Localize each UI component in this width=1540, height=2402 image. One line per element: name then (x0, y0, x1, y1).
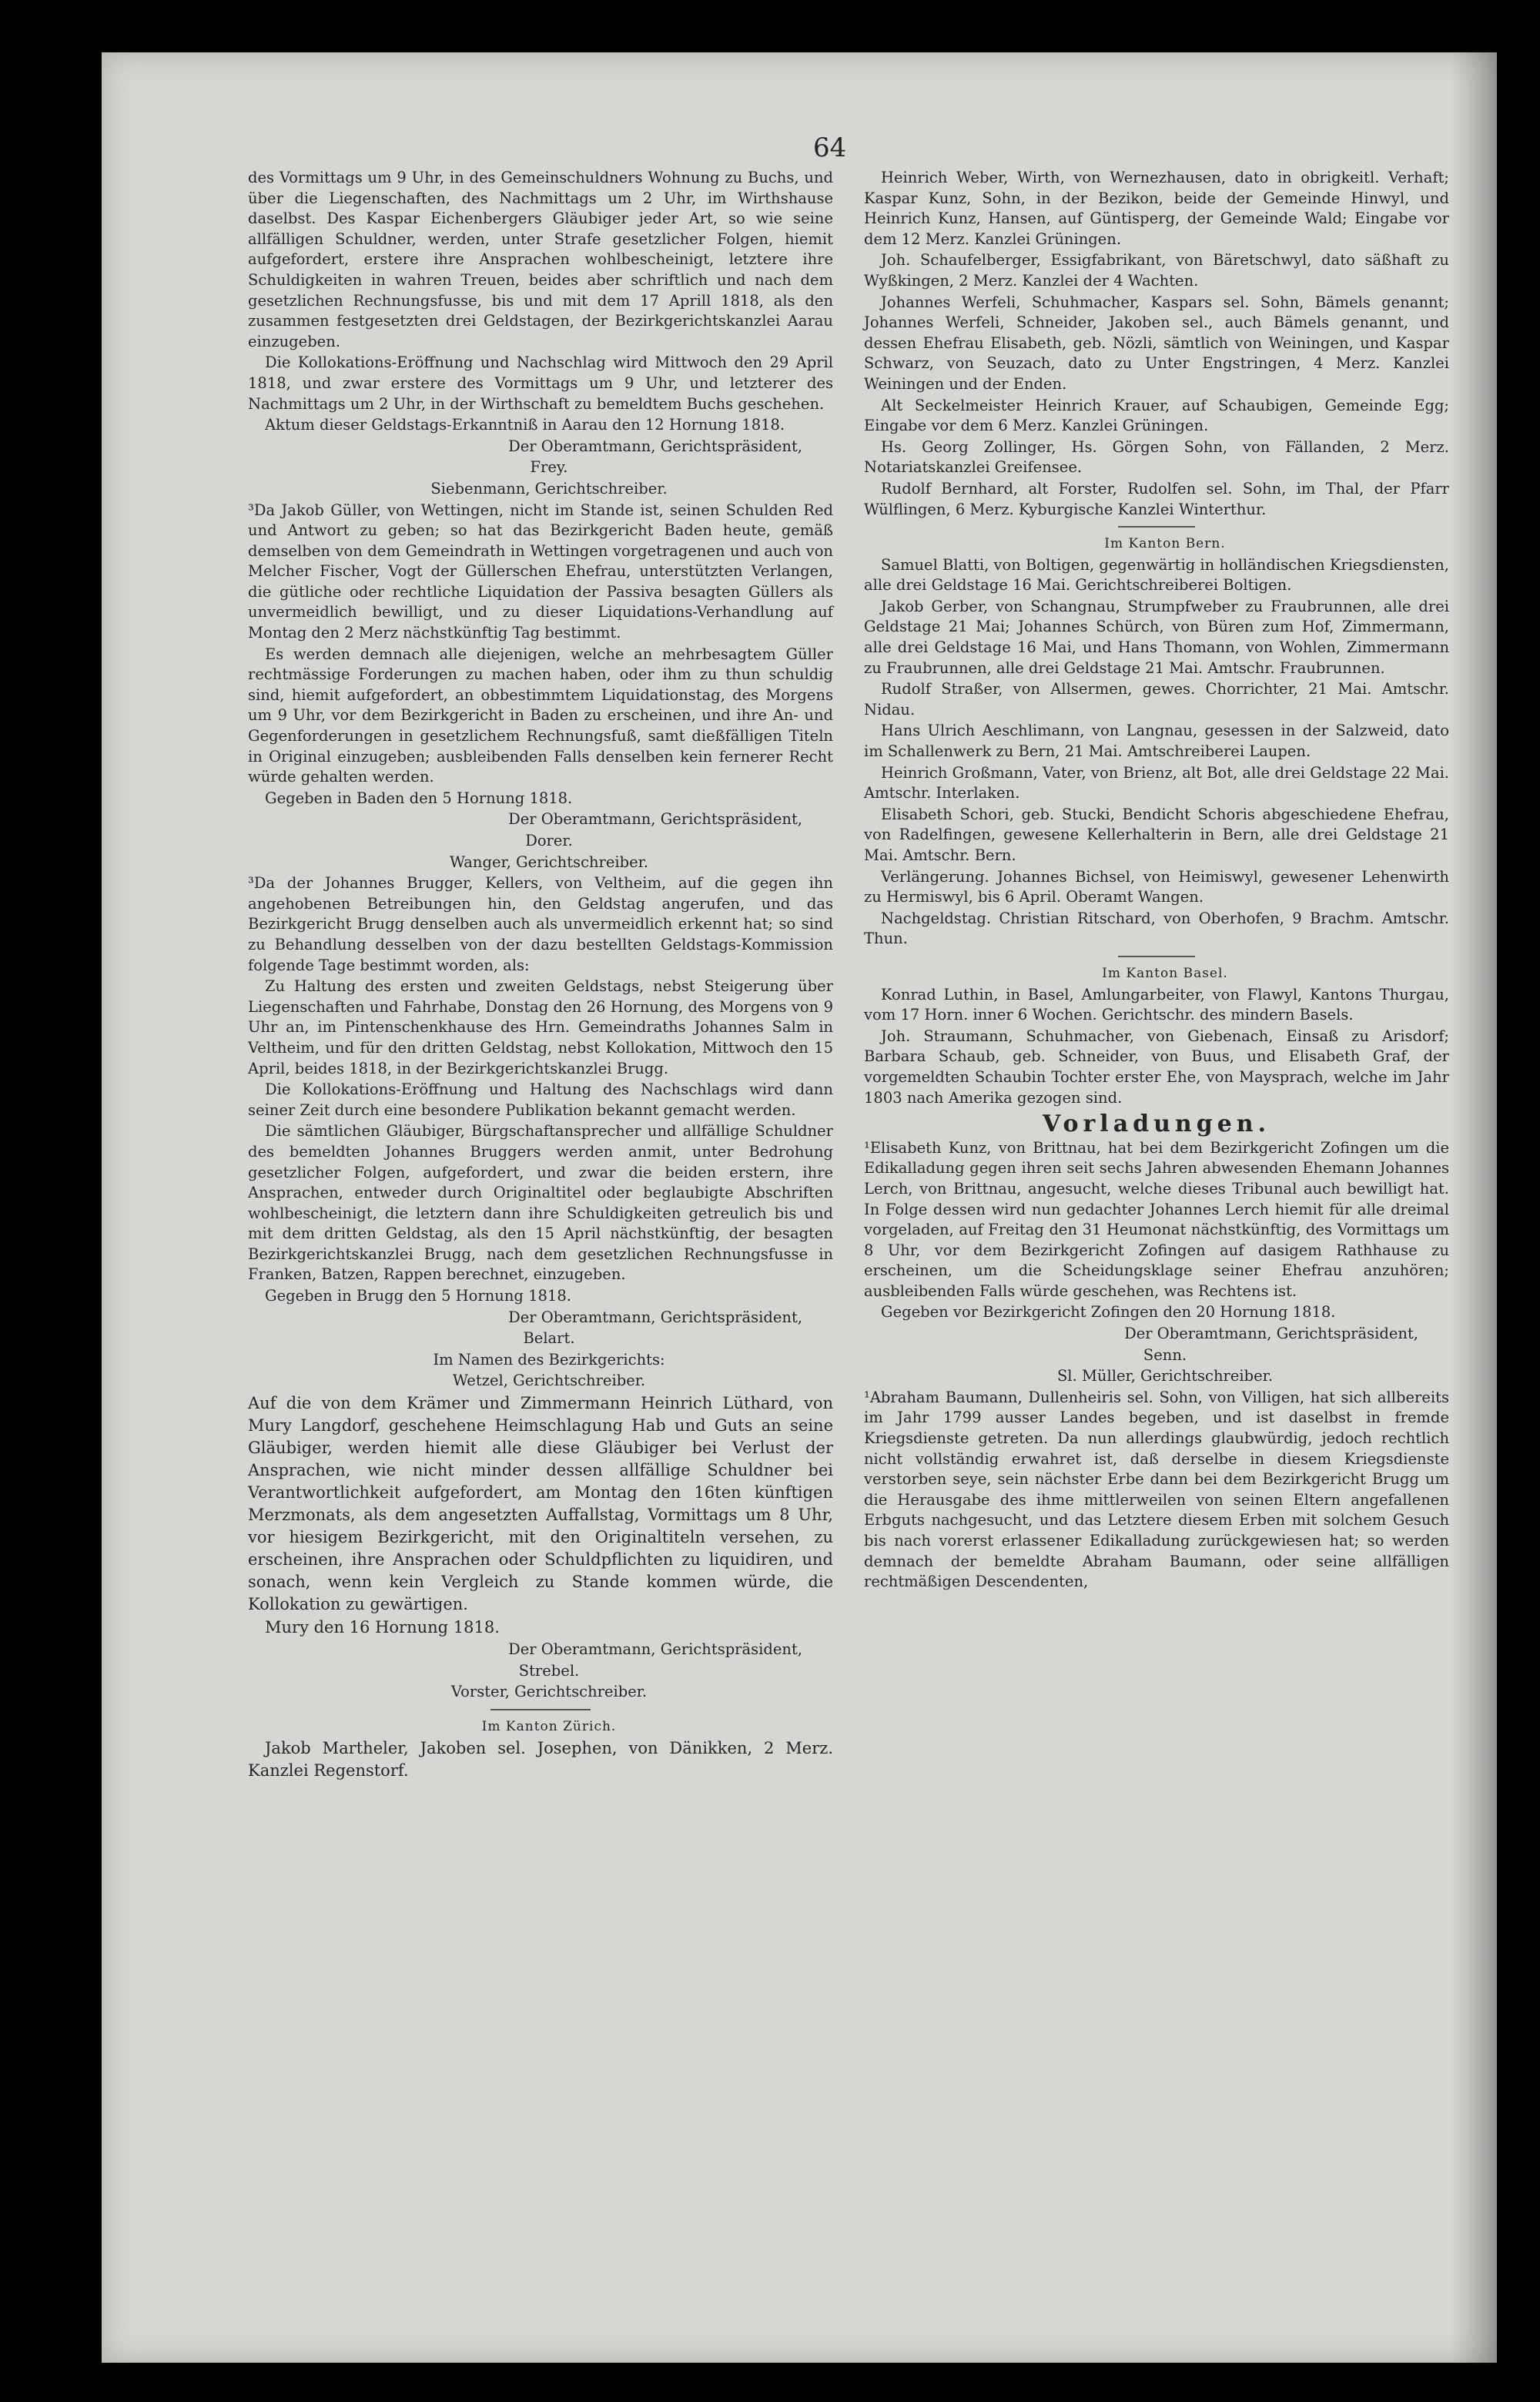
signature-title: Der Oberamtmann, Gerichtspräsident, (508, 1640, 802, 1659)
section-heading-basel: Im Kanton Basel. (1102, 965, 1228, 981)
paragraph: Gegeben in Brugg den 5 Hornung 1818. (265, 1287, 571, 1305)
paragraph: Hans Ulrich Aeschlimann, von Langnau, gesessen in der Salzweid, dato im Schallenwerk zu Bern, 21 Mai. Amtschreiberei Laupen. (864, 722, 1449, 761)
signature-name: Frey. (530, 458, 568, 477)
paragraph: Zu Haltung des ersten und zweiten Geldstags, nebst Steigerung über Liegenschaften und Fahrhabe, Donstag den 26 Hornung, des Morgens von 9 Uhr an, im Pintenschenkhause des Hrn. Gemeindraths Johannes Salm in Veltheim, und für den dritten Geldstag, nebst Kollokation, Mittwoch den 15 April, beides 1818, in der Bezirkgerichtskanzlei Brugg. (248, 977, 833, 1077)
paragraph: des Vormittags um 9 Uhr, in des Gemeinschuldners Wohnung zu Buchs, und über die Liegenschaften, des Nachmittags um 2 Uhr, im Wirthshause daselbst. Des Kaspar Eichenbergers Gläubiger jeder Art, so wie seine allfälligen Schuldner, werden, unter Strafe gesetzlicher Folgen, hiemit aufgefordert, erstere ihre Ansprachen wohlbescheinigt, letztere ihre Schuldigkeiten in wahren Treuen, beides aber schriftlich und nach dem gesetzlichen Rechnungsfusse, bis und mit dem 17 Aprill 1818, als den zusammen festgesetzten drei Geldstagen, der Bezirkgerichtskanzlei Aarau einzugeben. (248, 169, 833, 350)
signature-court: Im Namen des Bezirkgerichts: (433, 1350, 665, 1369)
paragraph: Heinrich Großmann, Vater, von Brienz, alt Bot, alle drei Geldstage 22 Mai. Amtschr. Interlaken. (864, 763, 1449, 802)
paragraph: Auf die von dem Krämer und Zimmermann Heinrich Lüthard, von Mury Langdorf, geschehene Heimschlagung Hab und Guts an seine Gläubiger, werden hiemit alle diese Gläubiger bei Verlust der Ansprachen, wie nicht minder dessen allfällige Schuldner bei Verantwortlichkeit aufgefordert, am Montag den 16ten künftigen Merzmonats, als dem angesetzten Auffallstag, Vormittags um 8 Uhr, vor hiesigem Bezirkgericht, mit den Originaltiteln versehen, zu erscheinen, ihre Ansprachen oder Schuldpflichten zu liquidiren, und sonach, wenn kein Vergleich zu Stande kommen würde, die Kollokation zu gewärtigen. (248, 1394, 833, 1614)
paragraph: Heinrich Weber, Wirth, von Wernezhausen, dato in obrigkeitl. Verhaft; Kaspar Kunz, Sohn, in der Bezikon, beide der Gemeinde Hinwyl, und Heinrich Kunz, Hansen, auf Güntisperg, der Gemeinde Wald; Eingabe vor dem 12 Merz. Kanzlei Grüningen. (864, 169, 1449, 248)
paragraph: Die Kollokations-Eröffnung und Nachschlag wird Mittwoch den 29 April 1818, und zwar erstere des Vormittags um 9 Uhr, und letzterer des Nachmittags um 2 Uhr, in der Wirthschaft zu bemeldtem Buchs geschehen. (248, 353, 833, 413)
paragraph: Johannes Werfeli, Schuhmacher, Kaspars sel. Sohn, Bämels genannt; Johannes Werfeli, Schneider, Jakoben sel., auch Bämels genannt, und dessen Ehefrau Elisabeth, geb. Nözli, sämtlich von Weiningen, und Kaspar Schwarz, von Seuzach, dato zu Unter Engstringen, 4 Merz. Kanzlei Weiningen und der Enden. (864, 293, 1449, 393)
page-number: 64 (813, 132, 847, 163)
paragraph: Aktum dieser Geldstags-Erkanntniß in Aarau den 12 Hornung 1818. (265, 416, 785, 434)
signature-name: Belart. (523, 1329, 575, 1348)
divider (1118, 526, 1195, 528)
paragraph: Konrad Luthin, in Basel, Amlungarbeiter, von Flawyl, Kantons Thurgau, vom 17 Horn. inner 6 Wochen. Gerichtschr. des mindern Basels. (864, 985, 1449, 1024)
paragraph: Joh. Schaufelberger, Essigfabrikant, von Bäretschwyl, dato säßhaft zu Wyßkingen, 2 Merz. Kanzlei der 4 Wachten. (864, 251, 1449, 290)
paragraph: Nachgeldstag. Christian Ritschard, von Oberhofen, 9 Brachm. Amtschr. Thun. (864, 909, 1449, 948)
signature-name: Senn. (1143, 1345, 1187, 1364)
signature-title: Der Oberamtmann, Gerichtspräsident, (508, 437, 802, 455)
paragraph: Rudolf Bernhard, alt Forster, Rudolfen sel. Sohn, im Thal, der Pfarr Wülflingen, 6 Merz. Kyburgische Kanzlei Winterthur. (864, 479, 1449, 518)
divider (1118, 956, 1195, 957)
section-heading-zurich: Im Kanton Zürich. (481, 1718, 617, 1734)
paragraph: Jakob Martheler, Jakoben sel. Josephen, von Dänikken, 2 Merz. Kanzlei Regenstorf. (248, 1739, 833, 1781)
section-heading-bern: Im Kanton Bern. (1104, 536, 1226, 552)
paragraph: ³Da Jakob Güller, von Wettingen, nicht im Stande ist, seinen Schulden Red und Antwort zu geben; so hat das Bezirkgericht Baden heute, gemäß demselben von dem Gemeindrath in Wettingen vorgetragenen und auch von Melcher Fischer, Vogt der Güllerschen Ehefrau, unterstützten Verlangen, die gütliche oder rechtliche Liquidation der Passiva besagten Güllers als unvermeidlich bewilligt, und zu dieser Liquidations-Verhandlung auf Montag den 2 Merz nächstkünftig Tag bestimmt. (248, 501, 833, 642)
paragraph: Joh. Straumann, Schuhmacher, von Giebenach, Einsaß zu Arisdorf; Barbara Schaub, geb. Schneider, von Buus, und Elisabeth Graf, der vorgemeldten Schaubin Tochter erster Ehe, von Maysprach, welche im Jahr 1803 nach Amerika gezogen sind. (864, 1027, 1449, 1107)
right-column (864, 168, 1449, 1593)
signature-clerk: Sl. Müller, Gerichtschreiber. (1056, 1367, 1274, 1385)
signature-title: Der Oberamtmann, Gerichtspräsident, (508, 1308, 802, 1326)
paragraph: Die sämtlichen Gläubiger, Bürgschaftansprecher und allfällige Schuldner des bemeldten Johannes Bruggers werden anmit, unter Bedrohung gesetzlicher Folgen, aufgefordert, und zwar die beiden erstern, ihre Ansprachen, entweder durch Originaltitel oder beglaubigte Abschriften wohlbescheinigt, die letztern dann ihre Schuldigkeiten getreulich bis und mit dem dritten Geldstag, als den 15 April nächstkünftig, der besagten Bezirkgerichtskanzlei Brugg, nach dem gesetzlichen Rechnungsfusse in Franken, Batzen, Rappen berechnet, einzugeben. (248, 1122, 833, 1284)
paragraph: Samuel Blatti, von Boltigen, gegenwärtig in holländischen Kriegsdiensten, alle drei Geldstage 16 Mai. Gerichtschreiberei Boltigen. (864, 555, 1449, 595)
paragraph: Gegeben vor Bezirkgericht Zofingen den 20 Hornung 1818. (881, 1303, 1336, 1322)
signature-clerk: Wetzel, Gerichtschreiber. (452, 1372, 646, 1390)
paragraph: Elisabeth Schori, geb. Stucki, Bendicht Schoris abgeschiedene Ehefrau, von Radelfingen, gewesene Kellerhalterin in Bern, alle drei Geldstage 21 Mai. Amtschr. Bern. (864, 805, 1449, 864)
paragraph: ³Da der Johannes Brugger, Kellers, von Veltheim, auf die gegen ihn angehobenen Betreibungen hin, den Geldstag angerufen, und das Bezirkgericht Brugg denselben auch als unvermeidlich erkennt hat; so sind zu Behandlung desselben von der dazu bestellten Geldstags-Kommission folgende Tage bestimmt worden, als: (248, 874, 833, 974)
paragraph: Rudolf Straßer, von Allsermen, gewes. Chorrichter, 21 Mai. Amtschr. Nidau. (864, 680, 1449, 719)
paragraph: Gegeben in Baden den 5 Hornung 1818. (265, 789, 573, 807)
paragraph: Mury den 16 Hornung 1818. (265, 1618, 500, 1637)
signature-name: Strebel. (518, 1661, 580, 1680)
signature-clerk: Siebenmann, Gerichtschreiber. (430, 479, 668, 497)
paragraph: Alt Seckelmeister Heinrich Krauer, auf Schaubigen, Gemeinde Egg; Eingabe vor dem 6 Merz. Kanzlei Grüningen. (864, 396, 1449, 435)
signature-title: Der Oberamtmann, Gerichtspräsident, (1124, 1325, 1418, 1343)
newspaper-page (102, 52, 1497, 2363)
signature-clerk: Wanger, Gerichtschreiber. (449, 853, 649, 871)
paragraph: Die Kollokations-Eröffnung und Haltung des Nachschlags wird dann seiner Zeit durch eine besondere Publikation bekannt gemacht werden. (248, 1080, 833, 1119)
paragraph: ¹Abraham Baumann, Dullenheiris sel. Sohn, von Villigen, hat sich allbereits im Jahr 1799 ausser Landes begeben, und ist daselbst in fremde Kriegsdienste getreten. Da nun allerdings glaubwürdig, jedoch rechtlich nicht vollständig erwahret ist, daß derselbe in diesem Kriegsdienste verstorben seye, sein nächster Erbe dann bei dem Bezirkgericht Brugg um die Herausgabe des ihme mittlerweilen von seinen Eltern angefallenen Erbguts nachgesucht, und das Letztere diesem Erben mit solchem Gesuch bis nach vorerst erlassener Edikalladung zurückgewiesen hat; so werden demnach der bemeldte Abraham Baumann, oder seine allfälligen rechtmäßigen Descendenten, (864, 1388, 1449, 1591)
signature-name: Dorer. (525, 832, 573, 849)
paragraph: Es werden demnach alle diejenigen, welche an mehrbesagtem Güller rechtmässige Forderungen zu machen haben, oder ihm zu thun schuldig sind, hiemit aufgefordert, an obbestimmtem Liquidationstag, des Morgens um 9 Uhr, vor dem Bezirkgericht in Baden zu erscheinen, und ihre An- und Gegenforderungen in gesetzlichem Rechnungsfuß, samt dießfälligen Titeln in Original einzugeben; ausbleibenden Falls denselben kein fernerer Recht würde gehalten werden. (248, 645, 833, 786)
paragraph: Jakob Gerber, von Schangnau, Strumpfweber zu Fraubrunnen, alle drei Geldstage 21 Mai; Johannes Schürch, von Büren zum Hof, Zimmermann, alle drei Geldstage 16 Mai, und Hans Thomann, von Wohlen, Zimmermann zu Fraubrunnen, alle drei Geldstage 21 Mai. Amtschr. Fraubrunnen. (864, 597, 1449, 677)
section-heading-vorladungen: Vorladungen. (1042, 1111, 1271, 1138)
signature-clerk: Vorster, Gerichtschreiber. (450, 1683, 648, 1701)
left-column (248, 168, 833, 1783)
paragraph: Hs. Georg Zollinger, Hs. Görgen Sohn, von Fällanden, 2 Merz. Notariatskanzlei Greifensee. (864, 437, 1449, 477)
paragraph: ¹Elisabeth Kunz, von Brittnau, hat bei dem Bezirkgericht Zofingen um die Edikalladung gegen ihren seit sechs Jahren abwesenden Ehemann Johannes Lerch, von Brittnau, angesucht, welche dieses Tribunal auch bewilligt hat. In Folge dessen wird nun gedachter Johannes Lerch hiemit für alle dreimal vorgeladen, auf Freitag den 31 Heumonat nächstkünftig, des Vormittags um 8 Uhr, vor dem Bezirkgericht Zofingen auf dasigem Rathhause zu erscheinen, um die Scheidungsklage seiner Ehefrau anzuhören; ausbleibenden Falls würde geschehen, was Rechtens ist. (864, 1138, 1449, 1300)
signature-title: Der Oberamtmann, Gerichtspräsident, (508, 810, 802, 829)
divider (490, 1709, 591, 1710)
paragraph: Verlängerung. Johannes Bichsel, von Heimiswyl, gewesener Lehenwirth zu Hermiswyl, bis 6 April. Oberamt Wangen. (864, 867, 1449, 906)
